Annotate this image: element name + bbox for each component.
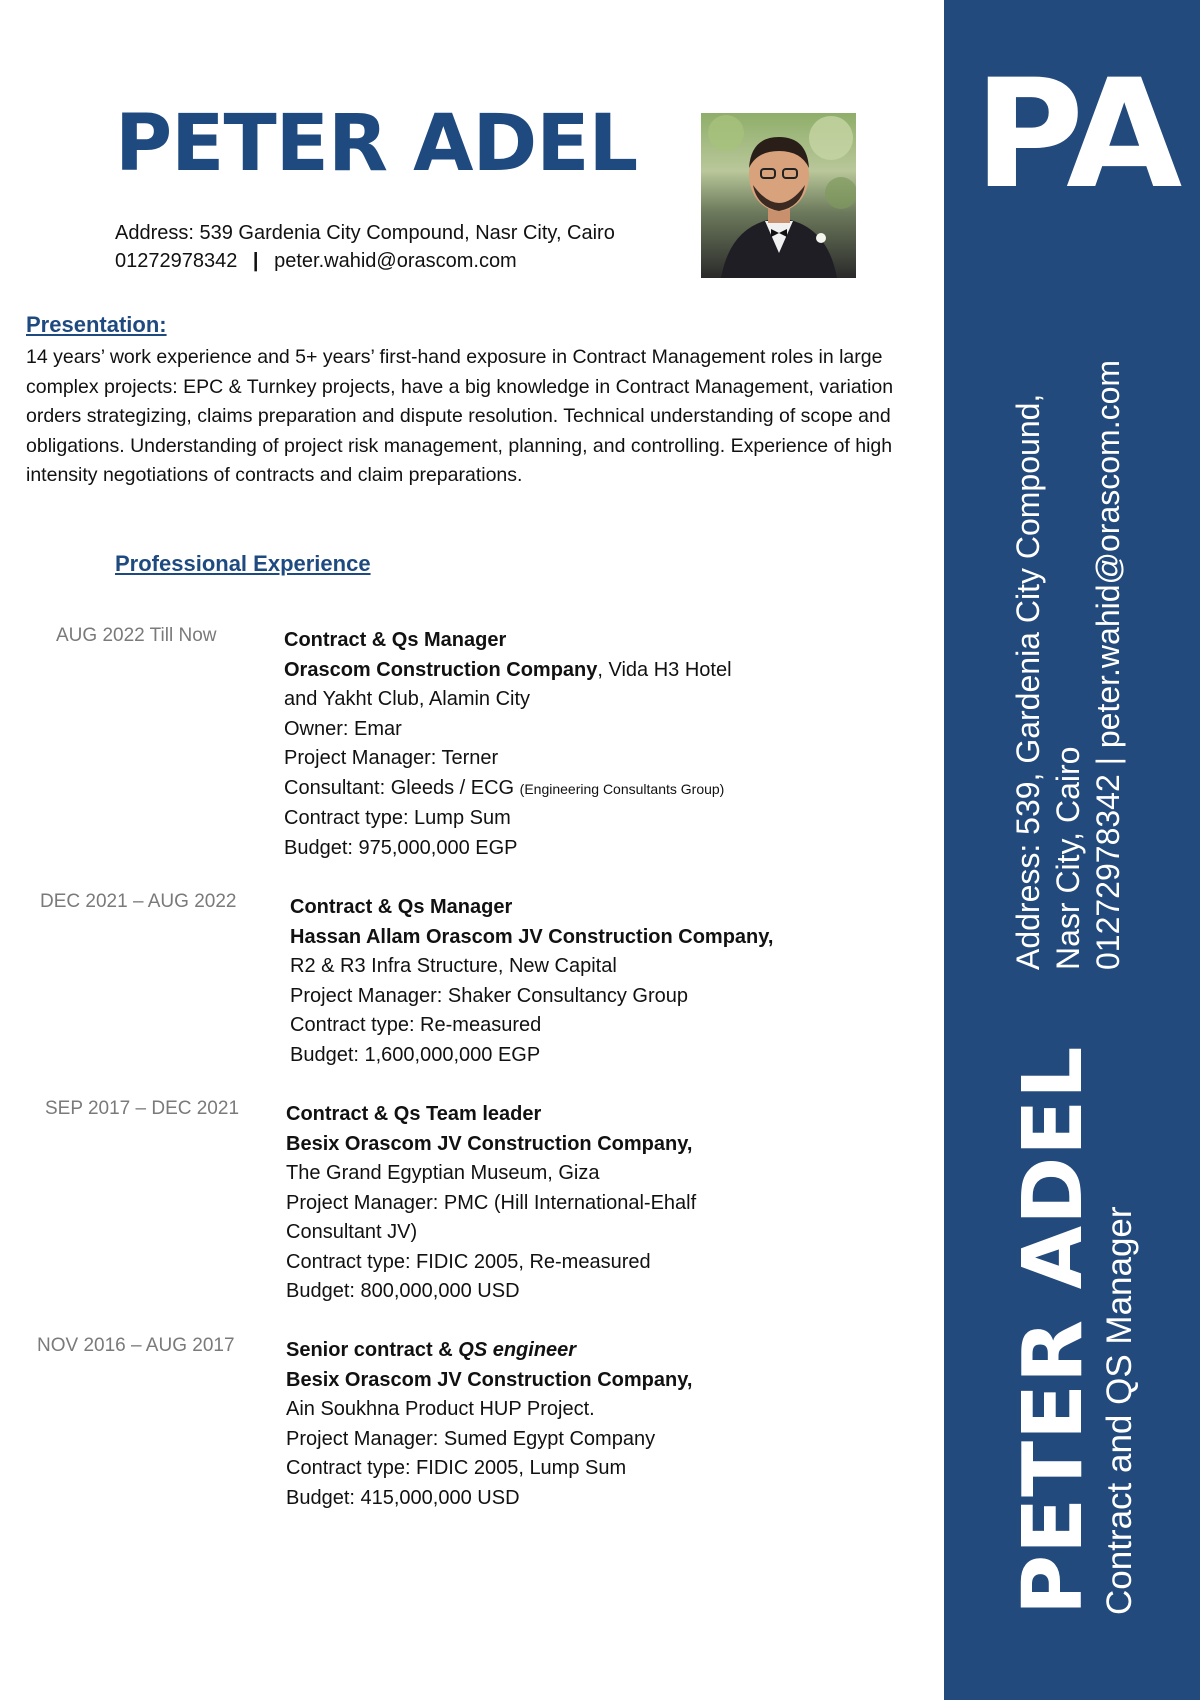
sidebar-job-title: Contract and QS Manager — [1100, 1206, 1139, 1615]
job-role: Senior contract & — [286, 1339, 459, 1361]
job-role-line — [286, 1336, 692, 1366]
job-date: NOV 2016 – AUG 2017 — [37, 1335, 235, 1356]
job-project: R2 & R3 Infra Structure, New Capital — [290, 955, 617, 977]
job-details — [286, 1100, 696, 1307]
job-contract-type: Contract type: FIDIC 2005, Lump Sum — [286, 1457, 627, 1479]
job-budget: Budget: 800,000,000 USD — [286, 1280, 520, 1302]
job-date: AUG 2022 Till Now — [56, 625, 217, 646]
sidebar-address-line1: Address: 539, Gardenia City Compound, — [1010, 393, 1046, 970]
job-contract-type: Contract type: Lump Sum — [284, 807, 511, 829]
job-company: Besix Orascom JV Construction Company, — [286, 1132, 693, 1155]
job-project-manager: Project Manager: PMC (Hill International-Ehalf — [286, 1191, 697, 1214]
header-phone: 01272978342 — [115, 250, 238, 272]
job-consultant-line — [284, 774, 732, 805]
job-consultant-note: (Engineering Consultants Group) — [519, 780, 725, 797]
job-role: Contract & Qs Manager — [290, 896, 513, 918]
job-contract-type: Contract type: FIDIC 2005, Re-measured — [286, 1250, 651, 1273]
presentation-text: 14 years’ work experience and 5+ years’ first-hand exposure in Contract Management roles in large complex projects: EPC & Turnkey projects, have a big knowledge in Contract Management, variation orders strategizing, claims preparation and dispute resolution. Technical understanding of scope and obligations. Understanding of project risk management, planning, and controlling. Experience of high intensity negotiations of contracts and claim preparations. — [26, 346, 894, 486]
job-company: Orascom Construction Company — [284, 658, 598, 681]
job-date: DEC 2021 – AUG 2022 — [40, 891, 237, 912]
job-details — [290, 893, 773, 1070]
initials-monogram: PA — [974, 48, 1179, 222]
presentation-heading: Presentation: — [26, 312, 167, 337]
job-project: The Grand Egyptian Museum, Giza — [286, 1162, 600, 1184]
sidebar-address-line2: Nasr City, Cairo — [1050, 746, 1086, 970]
job-company: Besix Orascom JV Construction Company, — [286, 1368, 693, 1391]
job-role: Contract & Qs Team leader — [286, 1103, 542, 1125]
sidebar-name: PETER ADEL — [1006, 1045, 1101, 1615]
job-project-manager: Project Manager: Shaker Consultancy Group — [290, 984, 688, 1007]
header-contact — [115, 250, 517, 273]
job-project: Ain Soukhna Product HUP Project. — [286, 1398, 595, 1420]
job-project: , Vida H3 Hotel — [597, 658, 732, 681]
job-role-italic: QS engineer — [458, 1339, 577, 1361]
header-separator: | — [252, 250, 259, 272]
job-budget: Budget: 415,000,000 USD — [286, 1486, 520, 1509]
job-budget: Budget: 1,600,000,000 EGP — [290, 1043, 541, 1066]
page-title: PETER ADEL — [115, 99, 638, 189]
header-email[interactable]: peter.wahid@orascom.com — [274, 250, 517, 272]
job-project-manager-cont: Consultant JV) — [286, 1221, 418, 1243]
profile-photo — [701, 113, 856, 278]
job-project-manager: Project Manager: Terner — [284, 747, 499, 769]
job-project-cont: and Yakht Club, Alamin City — [284, 688, 531, 710]
job-owner: Owner: Emar — [284, 717, 402, 740]
job-project-manager: Project Manager: Sumed Egypt Company — [286, 1427, 656, 1450]
job-date: SEP 2017 – DEC 2021 — [45, 1098, 240, 1119]
header-address: Address: 539 Gardenia City Compound, Nasr City, Cairo — [115, 222, 615, 244]
job-company-line — [284, 656, 732, 686]
job-details — [286, 1336, 692, 1513]
experience-heading: Professional Experience — [115, 551, 371, 576]
job-details — [284, 626, 732, 863]
job-contract-type: Contract type: Re-measured — [290, 1014, 542, 1036]
job-role: Contract & Qs Manager — [284, 629, 507, 651]
job-budget: Budget: 975,000,000 EGP — [284, 836, 518, 859]
job-company: Hassan Allam Orascom JV Construction Company, — [290, 925, 774, 948]
job-consultant: Consultant: Gleeds / ECG — [284, 776, 515, 799]
sidebar-contact: 01272978342 | peter.wahid@orascom.com — [1090, 359, 1126, 970]
